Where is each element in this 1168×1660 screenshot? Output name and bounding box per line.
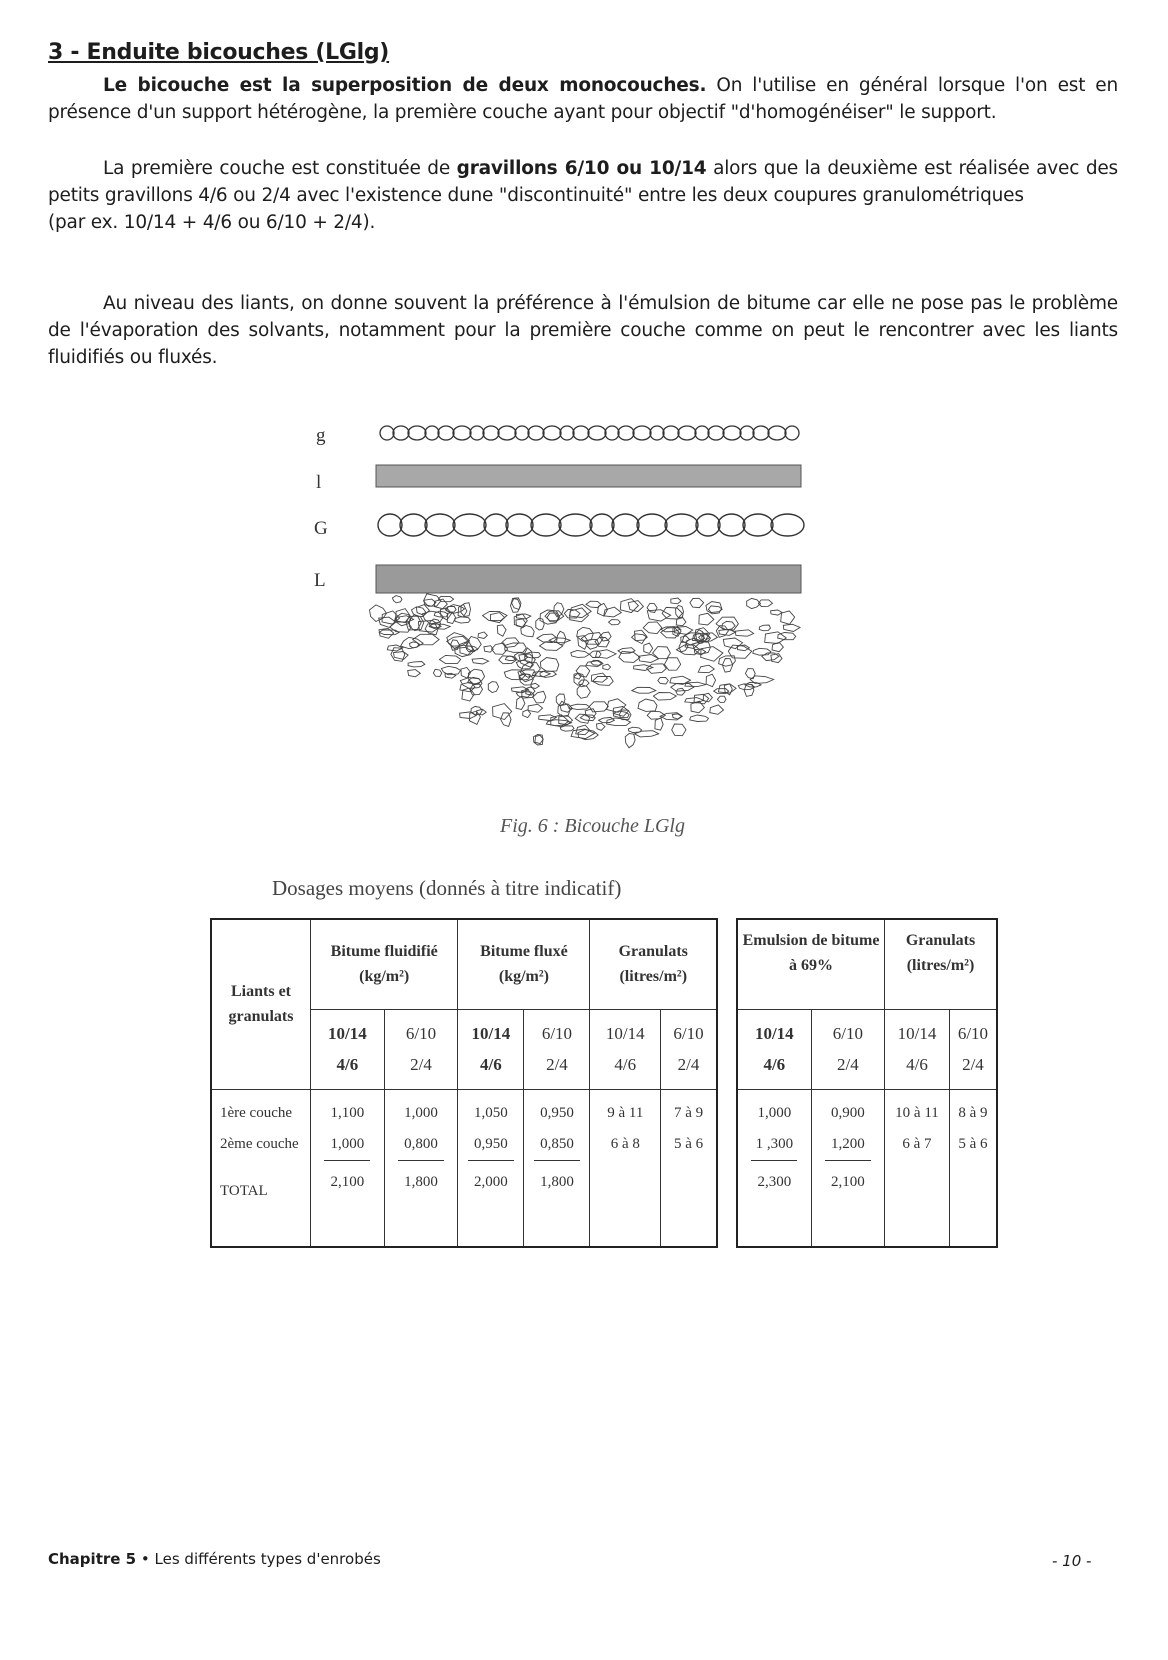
paragraph-binders: [48, 290, 1118, 371]
support-stone: [690, 598, 704, 607]
support-stone: [455, 617, 471, 623]
row-header: Liants et granulats: [211, 919, 311, 1089]
dosage-table-emulsion: [736, 918, 998, 1248]
section-heading: 3 - Enduite bicouches (LGlg): [48, 40, 390, 65]
support-stone: [549, 638, 570, 643]
support-stone: [723, 638, 742, 649]
group-granulats: Granulats (litres/m²): [590, 919, 717, 1009]
layers-before: La première couche est constituée de: [103, 158, 457, 179]
support-stone: [501, 713, 511, 727]
support-stone: [497, 625, 506, 636]
support-stone: [644, 643, 653, 653]
gravel-stone: [633, 426, 651, 440]
support-stone: [690, 715, 709, 722]
support-stone: [783, 624, 800, 631]
gravel-stone: [740, 426, 754, 440]
support-stone: [781, 611, 795, 624]
figure-caption: Fig. 6 : Bicouche LGlg: [500, 815, 685, 837]
gravel-stone: [743, 514, 773, 536]
layers-bold: gravillons 6/10 ou 10/14: [456, 158, 707, 179]
gravel-stone: [785, 426, 799, 440]
intro-bold: Le bicouche est la superposition de deux monocouches.: [103, 75, 707, 96]
support-stone: [662, 607, 682, 619]
gravel-stone: [588, 426, 606, 440]
label-l: l: [316, 472, 322, 493]
footer-chapter: [48, 1550, 381, 1568]
support-stone: [719, 656, 736, 666]
support-stone: [699, 613, 714, 625]
values-row: 1ère couche 2ème couche TOTAL 1,100 1,000 2,100 1,000 0,800 1,800 1,050 0,950 2,000 0,950 0,850 1,800 9 à 11 6 à 8 7 à 9 5 à 6: [211, 1089, 717, 1247]
gravel-stone: [678, 426, 696, 440]
support-stone: [625, 734, 635, 748]
support-stone: [408, 662, 425, 667]
support-stone: [671, 598, 681, 604]
table-title: Dosages moyens (donnés à titre indicatif): [272, 876, 622, 900]
support-stone: [716, 626, 728, 638]
support-stone: [706, 674, 716, 687]
layers-example: (par ex. 10/14 + 4/6 ou 6/10 + 2/4).: [48, 212, 376, 233]
upper-binder-layer: [376, 465, 801, 487]
gravel-stone: [696, 514, 720, 536]
support-stone: [698, 665, 714, 673]
support-stone: [603, 664, 611, 670]
support-stone: [609, 620, 621, 625]
paragraph-layers: [48, 155, 1118, 236]
support-stone: [511, 598, 521, 612]
label-L: L: [314, 570, 326, 591]
gravel-stone: [543, 426, 561, 440]
gravel-stone: [768, 426, 786, 440]
gravel-stone: [378, 514, 402, 536]
gravel-stone: [665, 514, 698, 536]
support-stone: [676, 618, 686, 626]
support-stone: [597, 723, 606, 730]
gravel-stone: [718, 514, 745, 536]
group-granulats-2: Granulats (litres/m²): [885, 919, 997, 1009]
support-stone: [472, 658, 489, 664]
support-stone: [658, 678, 669, 685]
gravel-stone: [605, 426, 619, 440]
bicouche-figure: [314, 425, 860, 825]
support-stone: [533, 691, 546, 703]
support-stone: [413, 634, 439, 645]
support-stone: [771, 610, 782, 615]
support-stone: [490, 613, 504, 623]
group-fluidifie: Bitume fluidifié (kg/m²): [311, 919, 458, 1009]
gravel-stone: [498, 426, 516, 440]
gravel-stone: [453, 426, 471, 440]
layers-after: alors que la deuxième est réalisée avec des petits gravillons 4/6 ou 2/4 avec l'existence dune "discontinuité" entre les deux coupures granulométriques: [48, 158, 1118, 206]
support-stone: [600, 632, 612, 641]
gravel-stone: [618, 426, 634, 440]
support-stone: [460, 712, 477, 719]
support-stone: [571, 650, 590, 657]
support-stone: [370, 605, 387, 622]
large-gravel-layer: [378, 514, 804, 536]
support-stone: [632, 687, 656, 693]
gravel-stone: [438, 426, 454, 440]
support-stone: [638, 699, 657, 711]
support-stone: [655, 718, 663, 730]
gravel-stone: [771, 514, 804, 536]
support-stone: [759, 625, 770, 631]
support-stone: [643, 622, 662, 634]
support-stone: [379, 617, 396, 627]
gravel-stone: [425, 514, 455, 536]
gravel-stone: [559, 514, 592, 536]
support-stone: [531, 683, 539, 688]
subheader-row: 10/14 4/6 6/10 2/4 10/14 4/6 6/10 2/4 10/14 4/6 6/10 2/4: [211, 1009, 717, 1089]
subheader-row-2: 10/14 4/6 6/10 2/4 10/14 4/6 6/10 2/4: [737, 1009, 997, 1089]
support-stone: [592, 676, 613, 685]
intro-rest: On l'utilise en général lorsque l'on est en présence d'un support hétérogène, la première couche ayant pour objectif "d'homogénéiser" le support.: [48, 75, 1118, 123]
gravel-stone: [408, 426, 426, 440]
support-stone: [765, 632, 787, 644]
support-stone: [379, 630, 399, 635]
gravel-stone: [393, 426, 409, 440]
gravel-stone: [531, 514, 561, 536]
support-stone: [676, 606, 684, 618]
gravel-stone: [483, 426, 499, 440]
group-fluxe: Bitume fluxé (kg/m²): [458, 919, 590, 1009]
support-stone: [664, 658, 680, 671]
gravel-stone: [484, 514, 508, 536]
support-stone: [433, 669, 441, 676]
support-stone: [439, 655, 460, 663]
values-row-2: 1,000 1 ,300 2,300 0,900 1,200 2,100 10 à 11 6 à 7 8 à 9 5 à 6: [737, 1089, 997, 1247]
support-stone: [528, 704, 543, 712]
gravel-stone: [695, 426, 709, 440]
gravel-stone: [425, 426, 439, 440]
chapter-title: Les différents types d'enrobés: [154, 1550, 381, 1568]
gravel-stone: [573, 426, 589, 440]
support-stone: [735, 630, 754, 636]
support-stone: [408, 670, 421, 677]
gravel-stone: [400, 514, 427, 536]
page-number: - 10 -: [1052, 1552, 1092, 1570]
dosage-table-cutback: [210, 918, 718, 1248]
lower-binder-layer: [376, 565, 801, 593]
gravel-stone: [560, 426, 574, 440]
gravel-stone: [708, 426, 724, 440]
binders-text: Au niveau des liants, on donne souvent la préférence à l'émulsion de bitume car elle ne pose pas le problème de l'évaporation des solvants, notamment pour la première couche comme on peut le rencontrer avec les liants fluidifiés ou fluxés.: [48, 293, 1118, 368]
support-stone: [540, 658, 558, 672]
small-gravel-layer: [380, 426, 799, 440]
footer-bullet: •: [140, 1550, 150, 1568]
support-stone: [710, 705, 724, 714]
chapter-label: Chapitre 5: [48, 1550, 137, 1568]
gravel-stone: [612, 514, 639, 536]
support-stone: [493, 704, 512, 720]
gravel-stone: [528, 426, 544, 440]
support-stone: [717, 696, 726, 702]
support-stone: [753, 648, 771, 655]
support-stone: [556, 694, 565, 706]
gravel-stone: [453, 514, 486, 536]
support-stone: [560, 726, 574, 731]
support-stone: [488, 682, 498, 693]
support-stone: [516, 614, 530, 619]
support-stone: [635, 731, 659, 737]
support-stone: [681, 636, 690, 643]
support-stone: [635, 630, 647, 643]
gravel-stone: [723, 426, 741, 440]
support-aggregate: [370, 594, 801, 748]
gravel-stone: [515, 426, 529, 440]
gravel-stone: [470, 426, 484, 440]
label-G: G: [314, 518, 328, 539]
gravel-stone: [590, 514, 614, 536]
group-emulsion: Emulsion de bitume à 69%: [737, 919, 885, 1009]
gravel-stone: [663, 426, 679, 440]
gravel-stone: [506, 514, 533, 536]
layer-diagram: [320, 425, 860, 785]
paragraph-intro: [48, 72, 1118, 126]
support-stone: [409, 615, 424, 631]
gravel-stone: [650, 426, 664, 440]
gravel-stone: [753, 426, 769, 440]
gravel-stone: [380, 426, 394, 440]
support-stone: [744, 684, 754, 696]
support-stone: [653, 693, 676, 701]
support-stone: [478, 632, 487, 639]
support-stone: [685, 682, 706, 686]
support-stone: [672, 724, 686, 736]
support-stone: [589, 702, 608, 712]
support-stone: [676, 688, 685, 695]
support-stone: [628, 601, 643, 612]
support-stone: [392, 596, 402, 603]
support-stone: [716, 617, 738, 630]
support-stone: [394, 652, 409, 660]
label-g: g: [316, 425, 326, 446]
support-stone: [591, 673, 607, 682]
support-stone: [581, 633, 603, 645]
support-stone: [745, 669, 755, 679]
gravel-stone: [637, 514, 667, 536]
support-stone: [762, 653, 779, 661]
